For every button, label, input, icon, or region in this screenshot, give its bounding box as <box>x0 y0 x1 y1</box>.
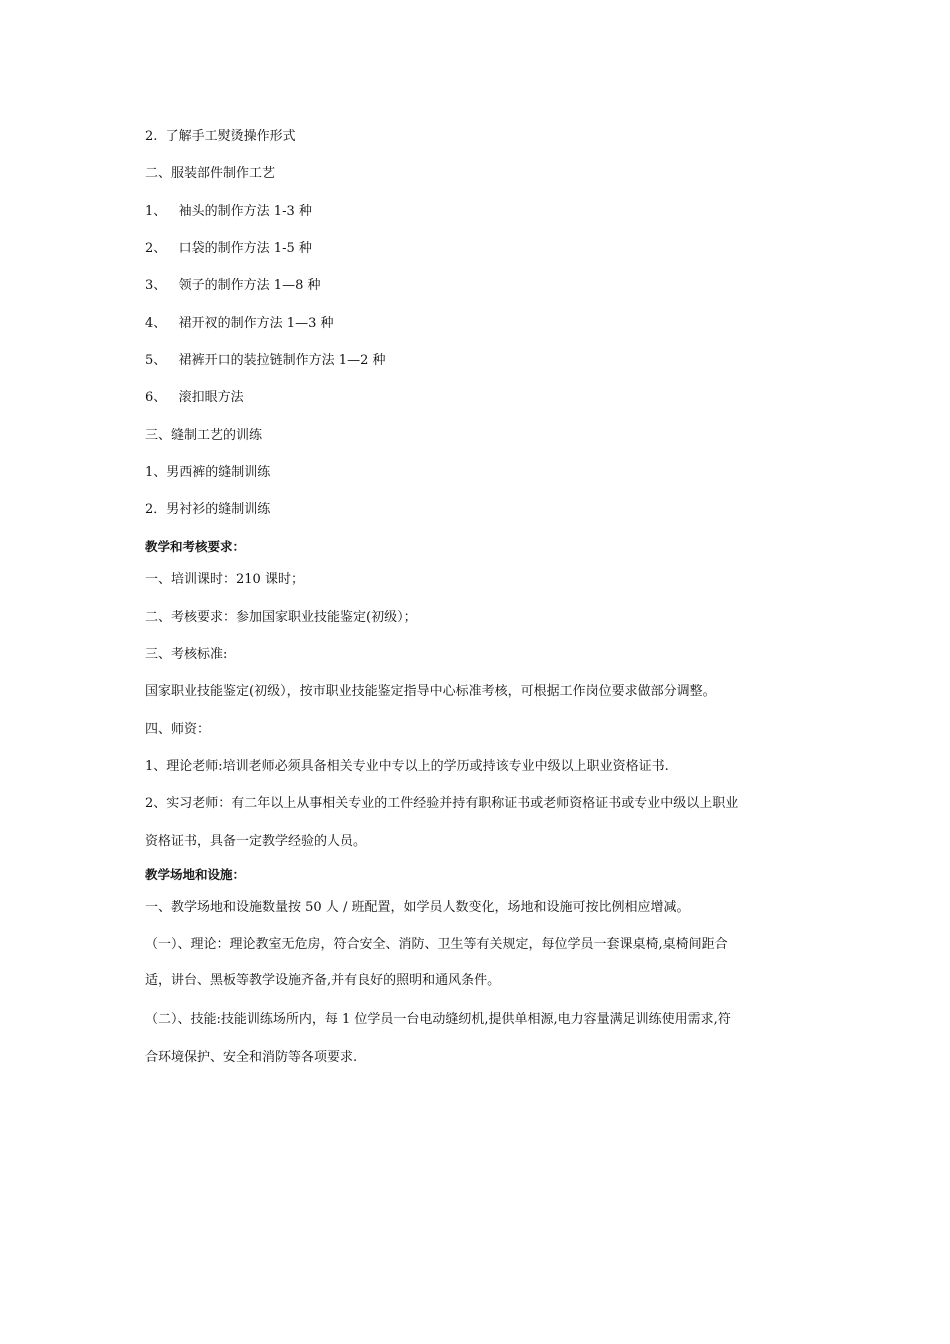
paragraph: 2、实习老师：有二年以上从事相关专业的工件经验并持有职称证书或老师资格证书或专业中级以上职业 <box>145 796 739 811</box>
list-item: 2、 口袋的制作方法 1-5 种 <box>145 241 312 256</box>
bold-heading: 教学和考核要求： <box>145 539 246 554</box>
section-heading: 三、缝制工艺的训练 <box>145 428 263 443</box>
list-item: 4、 裙开衩的制作方法 1—3 种 <box>145 316 334 331</box>
paragraph: 四、师资： <box>145 722 211 737</box>
paragraph: 一、培训课时：210 课时； <box>145 572 304 587</box>
paragraph: 合环境保护、安全和消防等各项要求. <box>145 1050 358 1065</box>
list-item: 3、 领子的制作方法 1—8 种 <box>145 278 321 293</box>
section-heading: 二、服装部件制作工艺 <box>145 166 276 181</box>
paragraph: 三、考核标准: <box>145 647 228 662</box>
list-item: 1、 袖头的制作方法 1-3 种 <box>145 204 312 219</box>
paragraph: 一、教学场地和设施数量按 50 人 / 班配置，如学员人数变化，场地和设施可按比例相应增减。 <box>145 900 690 915</box>
paragraph: （二）、技能:技能训练场所内，每 1 位学员一台电动缝纫机,提供单相源,电力容量满足训练使用需求,符 <box>145 1012 731 1027</box>
paragraph: 资格证书，具备一定教学经验的人员。 <box>145 834 367 849</box>
list-item: 2. 了解手工熨烫操作形式 <box>145 129 296 144</box>
paragraph: 二、考核要求：参加国家职业技能鉴定(初级）； <box>145 610 417 625</box>
paragraph: 1、理论老师:培训老师必须具备相关专业中专以上的学历或持该专业中级以上职业资格证书. <box>145 759 669 774</box>
list-item: 6、 滚扣眼方法 <box>145 390 244 405</box>
list-item: 5、 裙裤开口的装拉链制作方法 1—2 种 <box>145 353 386 368</box>
paragraph: 适，讲台、黑板等教学设施齐备,并有良好的照明和通风条件。 <box>145 973 501 988</box>
list-item: 2．男衬衫的缝制训练 <box>145 502 271 517</box>
paragraph: 国家职业技能鉴定(初级），按市职业技能鉴定指导中心标准考核，可根据工作岗位要求做部分调整。 <box>145 684 716 699</box>
bold-heading: 教学场地和设施： <box>145 867 246 882</box>
list-item: 1、男西裤的缝制训练 <box>145 465 271 480</box>
paragraph: （一）、理论：理论教室无危房，符合安全、消防、卫生等有关规定，每位学员一套课桌椅,桌椅间距合 <box>145 937 728 952</box>
